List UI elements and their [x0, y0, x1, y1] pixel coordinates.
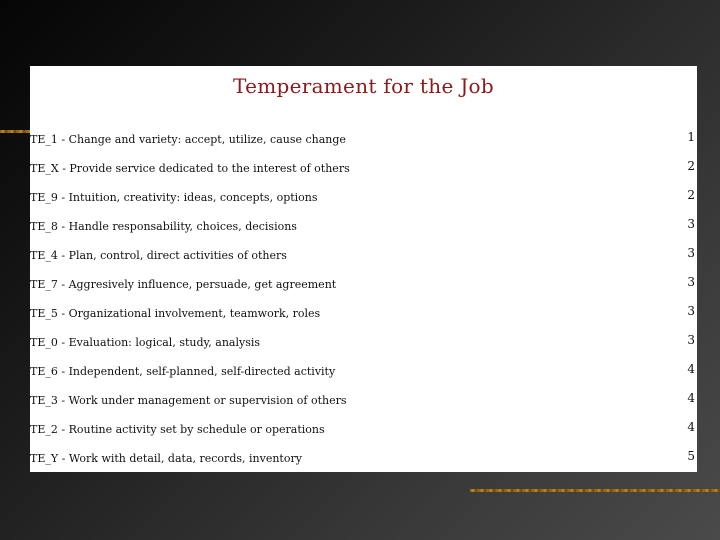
temperament-score: 3	[687, 275, 695, 289]
list-item	[30, 420, 697, 443]
list-item	[30, 188, 697, 211]
list-item	[30, 217, 697, 240]
temperament-score: 2	[687, 188, 695, 202]
temperament-score: 3	[687, 304, 695, 318]
temperament-score: 3	[687, 217, 695, 231]
temperament-score: 2	[687, 159, 695, 173]
temperament-score: 1	[687, 130, 695, 144]
temperament-label: TE_0 - Evaluation: logical, study, analysis	[30, 336, 260, 349]
temperament-label: TE_X - Provide service dedicated to the interest of others	[30, 162, 350, 175]
temperament-score: 4	[687, 420, 695, 434]
temperament-score: 5	[687, 449, 695, 463]
temperament-label: TE_Y - Work with detail, data, records, inventory	[30, 452, 302, 465]
temperament-label: TE_7 - Aggresively influence, persuade, get agreement	[30, 278, 337, 291]
temperament-score: 4	[687, 391, 695, 405]
list-item	[30, 130, 697, 153]
temperament-score: 4	[687, 362, 695, 376]
temperament-label: TE_6 - Independent, self-planned, self-directed activity	[30, 365, 336, 378]
temperament-label: TE_5 - Organizational involvement, teamwork, roles	[30, 307, 321, 320]
decorative-line-bottom	[470, 489, 720, 492]
temperament-label: TE_1 - Change and variety: accept, utilize, cause change	[30, 133, 346, 146]
list-item	[30, 159, 697, 182]
slide-title: Temperament for the Job	[232, 74, 495, 98]
temperament-label: TE_2 - Routine activity set by schedule or operations	[30, 423, 325, 436]
content-panel	[30, 66, 697, 472]
temperament-score: 3	[687, 246, 695, 260]
temperament-label: TE_3 - Work under management or supervision of others	[30, 394, 347, 407]
list-item	[30, 449, 697, 472]
list-item	[30, 362, 697, 385]
list-item	[30, 275, 697, 298]
temperament-score: 3	[687, 333, 695, 347]
list-item	[30, 304, 697, 327]
temperament-label: TE_4 - Plan, control, direct activities of others	[30, 249, 287, 262]
list-item	[30, 333, 697, 356]
temperament-label: TE_8 - Handle responsability, choices, decisions	[30, 220, 297, 233]
temperament-label: TE_9 - Intuition, creativity: ideas, concepts, options	[30, 191, 318, 204]
list-item	[30, 391, 697, 414]
list-item	[30, 246, 697, 269]
